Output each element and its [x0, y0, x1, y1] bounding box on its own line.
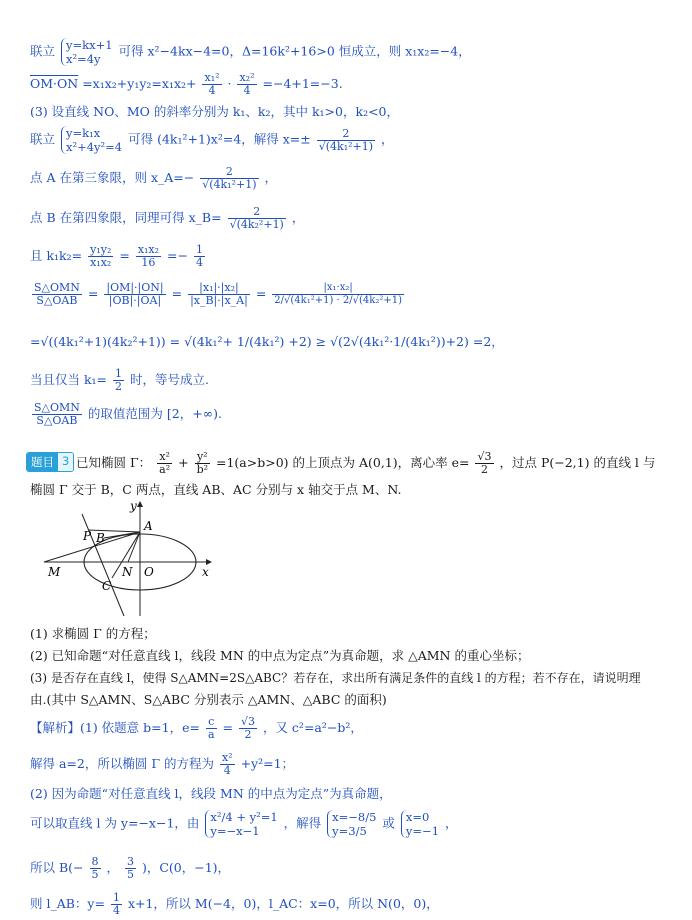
- text-segment: 时，等号成立.: [130, 372, 209, 387]
- system-eq-2: y=−1: [405, 824, 440, 838]
- solution-line-2: [30, 72, 343, 97]
- fraction-den: 4: [112, 904, 120, 917]
- equation-system: [205, 810, 277, 838]
- text-segment: ，又 c²=a²−b²，: [262, 720, 363, 735]
- text-segment: =: [222, 720, 233, 735]
- fraction: [237, 72, 256, 97]
- fraction-num: x₁²: [204, 71, 220, 84]
- fraction-den: 4: [223, 764, 231, 777]
- fraction-den: 2: [115, 380, 123, 393]
- solution-system-2: [401, 810, 439, 838]
- line-ab: [104, 532, 140, 538]
- system-eq-1: x=−8/5: [332, 810, 377, 824]
- fraction: [188, 282, 250, 307]
- system-eq-2: y=3/5: [332, 824, 367, 838]
- label-b: B: [96, 531, 105, 545]
- text-segment: ·: [227, 76, 232, 91]
- fraction: [200, 166, 258, 191]
- fraction-den: √(4k₂²+1): [229, 218, 284, 231]
- question-2: (2) 已知命题“对任意直线 l，线段 MN 的中点为定点”为真命题，求 △AMN 的重心坐标；: [30, 648, 530, 663]
- system-eq-1: x²/4 + y²=1: [210, 810, 278, 824]
- line-ma: [44, 532, 140, 562]
- solution-system-1: [327, 810, 376, 838]
- fraction-num: y²: [195, 451, 210, 464]
- fraction: [317, 128, 375, 153]
- fraction-num: S△OMN: [34, 281, 80, 294]
- label-c: C: [102, 579, 112, 593]
- solution-line-11: [30, 402, 222, 427]
- fraction-num: x²: [221, 751, 233, 764]
- text-segment: =: [87, 286, 99, 301]
- label-o: O: [144, 565, 154, 579]
- solution-line-9: =√((4k₁²+1)(4k₂²+1)) = √(4k₁²+ 1/(4k₁²) +2) ≥ √(2√(4k₁²·1/(4k₁²))+2) =2，: [30, 334, 504, 349]
- text-segment: ，: [106, 860, 119, 875]
- fraction: [272, 282, 404, 307]
- badge-label: 题目: [27, 453, 58, 471]
- label-y: y: [130, 500, 137, 513]
- text-discriminant: 可得 x²−4kx−4=0，Δ=16k²+16>0 恒成立，则 x₁x₂=−4，: [118, 43, 471, 59]
- fraction-den: |x_B|·|x_A|: [190, 294, 248, 307]
- fraction-den: √(4k₁²+1): [318, 139, 374, 153]
- solution-line-10: [30, 368, 209, 393]
- problem-statement-line-2: 椭圆 Γ 交于 B，C 两点，直线 AB、AC 分别与 x 轴交于点 M、N.: [30, 482, 402, 497]
- solution-step-1: [30, 716, 363, 741]
- text-segment: 【解析】(1) 依题意 b=1，e=: [30, 720, 200, 735]
- question-3-line-2: 由.(其中 S△AMN、S△ABC 分别表示 △AMN、△ABC 的面积): [30, 692, 387, 707]
- fraction-den: S△OAB: [36, 294, 78, 307]
- vector-dot-product: OM·ON: [30, 76, 79, 91]
- text-segment: +: [178, 455, 189, 470]
- fraction-num: |x₁·x₂|: [272, 282, 404, 295]
- fraction-den: 4: [195, 256, 203, 269]
- fraction-den: 2/√(4k₁²+1) · 2/√(4k₂²+1): [274, 295, 402, 306]
- fraction: [194, 244, 205, 269]
- solution-line-5: [30, 166, 277, 191]
- fraction: [111, 892, 122, 917]
- solution-line-3: (3) 设直线 NO、MO 的斜率分别为 k₁、k₂，其中 k₁>0，k₂<0，: [30, 104, 400, 119]
- label-n: N: [122, 565, 133, 579]
- fraction-den: 2: [480, 463, 488, 476]
- fraction-num: 8: [91, 855, 99, 868]
- fraction-den: a²: [159, 463, 171, 476]
- fraction-den: 5: [91, 868, 99, 881]
- fraction-den: 5: [126, 868, 134, 881]
- question-3-line-1: (3) 是否存在直线 l，使得 S△AMN=2S△ABC？若存在，求出所有满足条件的直线 l 的方程；若不存在，请说明理: [30, 671, 641, 685]
- label-x: x: [202, 565, 209, 579]
- problem-badge: [26, 452, 74, 472]
- solution-line-4: [30, 126, 394, 154]
- y-axis-arrow: [137, 501, 143, 507]
- fraction: [32, 282, 82, 307]
- fraction: [32, 402, 82, 427]
- fraction-num: S△OMN: [34, 401, 80, 414]
- solution-step-4: [30, 810, 458, 838]
- question-1: (1) 求椭圆 Γ 的方程；: [30, 626, 156, 641]
- system-eq-1: y=kx+1: [66, 38, 113, 52]
- system-eq-2: y=−x−1: [210, 824, 260, 838]
- equation-system: [61, 126, 122, 154]
- fraction-den: 4: [208, 84, 216, 97]
- fraction-num: |OM|·|ON|: [106, 281, 164, 294]
- fraction-den: b²: [196, 463, 209, 476]
- text-segment: ，: [291, 210, 305, 225]
- fraction: [228, 206, 286, 231]
- text-segment: 解得 a=2，所以椭圆 Γ 的方程为: [30, 756, 214, 771]
- fraction-den: 16: [141, 256, 156, 269]
- solution-step-6: [30, 892, 439, 917]
- fraction-num: x²: [157, 451, 172, 464]
- fraction-num: √3: [240, 715, 255, 728]
- fraction-num: 2: [200, 166, 258, 179]
- fraction-den: 2: [244, 728, 252, 741]
- fraction: [239, 716, 257, 741]
- fraction-den: a: [207, 728, 215, 741]
- solution-line-1: [30, 38, 471, 66]
- text-segment: 则 l_AB：y=: [30, 896, 105, 911]
- fraction: [113, 368, 124, 393]
- fraction: [90, 856, 101, 881]
- text-segment: ，: [264, 170, 278, 185]
- text-segment: x+1，所以 M(−4，0)，l_AC：x=0，所以 N(0，0)，: [127, 896, 439, 911]
- fraction-num: 2: [317, 128, 375, 141]
- text-segment: ，过点 P(−2,1) 的直线 l 与: [499, 455, 656, 470]
- fraction-num: 2: [228, 206, 286, 219]
- text-segment: =: [171, 286, 183, 301]
- fraction-num: x₁x₂: [137, 243, 160, 256]
- fraction: [125, 856, 136, 881]
- text-segment: ，: [381, 131, 394, 147]
- text-segment: =x₁x₂+y₁y₂=x₁x₂+: [82, 76, 197, 91]
- system-eq-2: x²=4y: [66, 52, 101, 66]
- text-segment: 已知椭圆 Γ：: [76, 455, 152, 470]
- fraction: [475, 451, 493, 476]
- text-segment: 可得 (4k₁²+1)x²=4，解得 x=±: [128, 131, 311, 147]
- solution-line-7: [30, 244, 207, 269]
- label-m: M: [48, 565, 61, 579]
- badge-number: 3: [58, 453, 73, 471]
- line-an: [128, 532, 140, 562]
- ellipse-figure: [40, 500, 220, 618]
- solution-step-5: [30, 856, 230, 881]
- solution-step-2: [30, 752, 294, 777]
- label-p: P: [83, 529, 92, 543]
- fraction: [206, 716, 217, 741]
- text-segment: )，C(0，−1)，: [141, 860, 231, 875]
- solution-line-8: [30, 282, 406, 307]
- fraction-den: |OB|·|OA|: [108, 294, 162, 307]
- fraction: [157, 451, 172, 476]
- text-segment: 或: [382, 815, 395, 831]
- text-segment: ，解得: [283, 815, 322, 831]
- fraction-num: 1: [195, 243, 203, 256]
- text-segment: 所以 B(−: [30, 860, 84, 875]
- fraction-num: |x₁|·|x₂|: [188, 282, 250, 295]
- fraction-num: 1: [112, 891, 120, 904]
- text-segment: ，: [445, 815, 458, 831]
- system-eq-1: x=0: [405, 810, 430, 824]
- system-eq-1: y=k₁x: [66, 126, 101, 140]
- text-segment: 的取值范围为 [2，+∞).: [87, 406, 222, 421]
- fraction-den: 4: [243, 84, 251, 97]
- solution-step-3: (2) 因为命题“对任意直线 l，线段 MN 的中点为定点”为真命题，: [30, 786, 392, 801]
- problem-statement-line-1: [76, 451, 655, 476]
- fraction-num: 1: [115, 367, 123, 380]
- fraction-den: x₁x₂: [90, 256, 112, 269]
- fraction-num: 3: [126, 855, 134, 868]
- fraction-num: x₂²: [239, 71, 255, 84]
- text-segment: 且 k₁k₂=: [30, 248, 83, 263]
- text-segment: 联立: [30, 131, 56, 147]
- text-segment: 可以取直线 l 为 y=−x−1，由: [30, 815, 200, 831]
- fraction-num: √3: [477, 450, 492, 463]
- solution-line-6: [30, 206, 304, 231]
- fraction: [195, 451, 210, 476]
- fraction: [104, 282, 165, 307]
- text-segment: +y²=1；: [240, 756, 295, 771]
- text-segment: =−4+1=−3.: [262, 76, 343, 91]
- fraction-den: S△OAB: [36, 414, 78, 427]
- text-segment: =−: [167, 248, 188, 263]
- text-segment: 当且仅当 k₁=: [30, 372, 108, 387]
- text-lianli: 联立: [30, 43, 56, 59]
- fraction-num: c: [206, 716, 217, 729]
- fraction: [88, 244, 113, 269]
- text-segment: =1(a>b>0) 的上顶点为 A(0,1)，离心率 e=: [216, 455, 470, 470]
- text-segment: 点 B 在第四象限，同理可得 x_B=: [30, 210, 222, 225]
- equation-system: [61, 38, 113, 66]
- text-segment: =: [119, 248, 130, 263]
- system-eq-2: x²+4y²=4: [66, 140, 123, 154]
- fraction: [136, 244, 161, 269]
- text-segment: 点 A 在第三象限，则 x_A=−: [30, 170, 195, 185]
- fraction-num: y₁y₂: [90, 243, 112, 256]
- label-a: A: [144, 519, 153, 533]
- text-segment: =: [255, 286, 267, 301]
- fraction: [220, 752, 235, 777]
- fraction-den: √(4k₁²+1): [202, 178, 257, 191]
- fraction: [202, 72, 221, 97]
